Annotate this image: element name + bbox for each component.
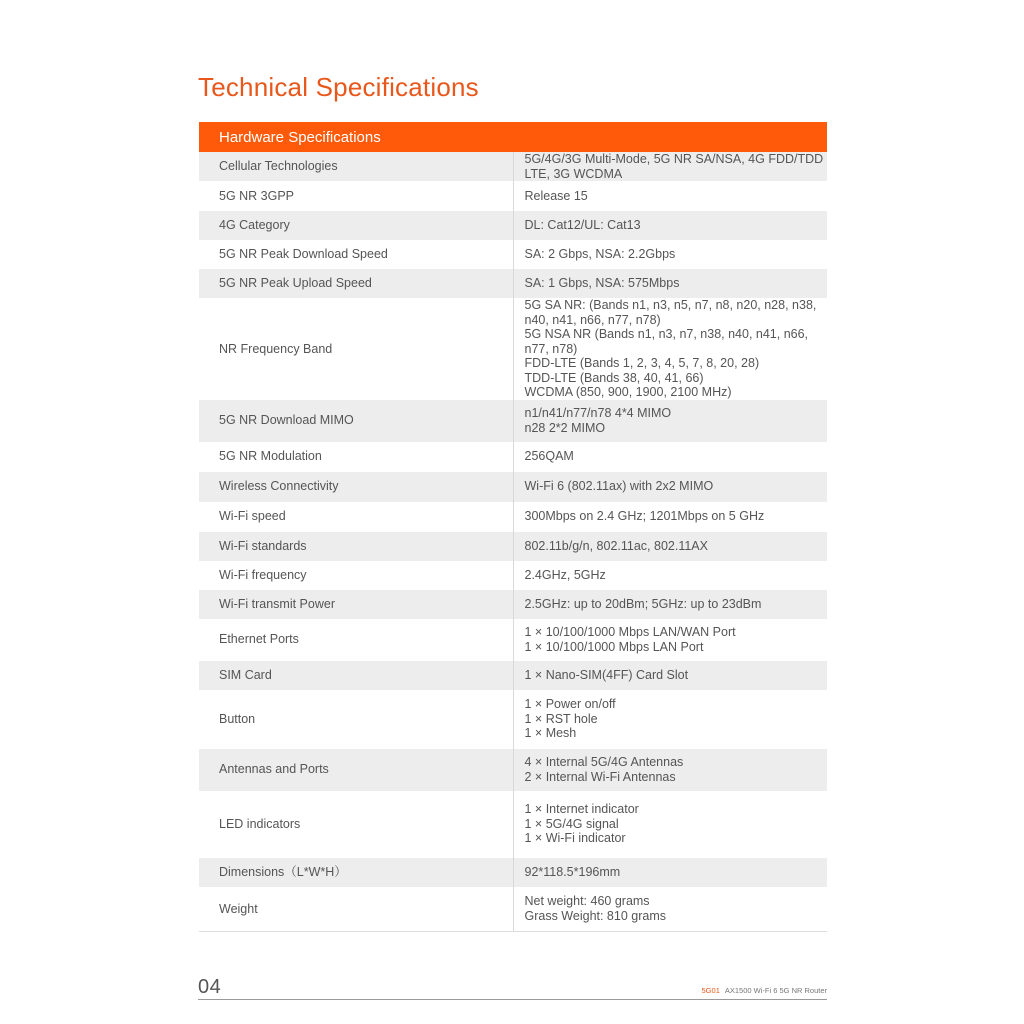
table-row <box>199 269 827 298</box>
spec-label: SIM Card <box>199 661 513 690</box>
page-number: 04 <box>198 976 222 998</box>
footer-product-info <box>702 986 827 995</box>
table-row <box>199 472 827 502</box>
table-row <box>199 400 827 442</box>
page-title: Technical Specifications <box>198 72 479 102</box>
spec-value: 92*118.5*196mm <box>513 858 827 887</box>
spec-value: n1/n41/n77/n78 4*4 MIMO n28 2*2 MIMO <box>513 400 827 442</box>
table-row <box>199 298 827 400</box>
spec-value: 4 × Internal 5G/4G Antennas 2 × Internal Wi-Fi Antennas <box>513 749 827 791</box>
spec-label: NR Frequency Band <box>199 298 513 400</box>
spec-table-header-row <box>199 122 827 152</box>
hardware-spec-table <box>199 122 827 932</box>
table-row <box>199 661 827 690</box>
table-row <box>199 211 827 240</box>
spec-value: Net weight: 460 grams Grass Weight: 810 grams <box>513 887 827 932</box>
spec-label: LED indicators <box>199 791 513 858</box>
table-row <box>199 502 827 532</box>
spec-value: Release 15 <box>524 188 588 203</box>
spec-label: Dimensions（L*W*H） <box>199 858 513 887</box>
spec-value: DL: Cat12/UL: Cat13 <box>513 211 827 240</box>
footer-divider <box>198 999 827 1000</box>
spec-label: Weight <box>199 887 513 932</box>
spec-value: 5G SA NR: (Bands n1, n3, n5, n7, n8, n20, n28, n38, n40, n41, n66, n77, n78) 5G NSA NR (Bands n1, n3, n7, n38, n40, n41, n66, n77, n78) FDD-LTE (Bands 1, 2, 3, 4, 5, 7, 8, 20, 28) TDD-LTE (Bands 38, 40, 41, 66) WCDMA (850, 900, 1900, 2100 MHz) <box>524 298 817 399</box>
spec-label: Wi-Fi speed <box>199 502 513 532</box>
spec-table-body <box>199 152 827 932</box>
spec-label: Antennas and Ports <box>199 749 513 791</box>
spec-value: SA: 2 Gbps, NSA: 2.2Gbps <box>524 247 676 262</box>
table-row <box>199 749 827 791</box>
table-row <box>199 442 827 472</box>
table-row <box>199 561 827 590</box>
table-row <box>199 791 827 858</box>
spec-label: Wi-Fi frequency <box>199 561 513 590</box>
spec-value: 256QAM <box>524 449 574 464</box>
spec-label: Ethernet Ports <box>199 619 513 661</box>
table-row <box>199 858 827 887</box>
spec-label: Wireless Connectivity <box>199 472 513 502</box>
table-row <box>199 181 827 211</box>
spec-label: 5G NR Peak Upload Speed <box>199 269 513 298</box>
spec-label: 5G NR Download MIMO <box>199 400 513 442</box>
spec-label: Cellular Technologies <box>199 152 513 181</box>
spec-label: Button <box>199 690 513 749</box>
spec-value: 1 × 10/100/1000 Mbps LAN/WAN Port 1 × 10/100/1000 Mbps LAN Port <box>524 625 736 654</box>
table-row <box>199 887 827 932</box>
spec-value: 1 × Power on/off 1 × RST hole 1 × Mesh <box>524 697 616 741</box>
spec-label: 5G NR Modulation <box>199 442 513 472</box>
spec-value: 300Mbps on 2.4 GHz; 1201Mbps on 5 GHz <box>524 509 765 524</box>
spec-label: 4G Category <box>199 211 513 240</box>
footer-model: 5G01 <box>701 986 720 995</box>
table-row <box>199 690 827 749</box>
table-row <box>199 619 827 661</box>
spec-table-header: Hardware Specifications <box>199 122 827 152</box>
spec-label: Wi-Fi standards <box>199 532 513 561</box>
table-row <box>199 240 827 269</box>
footer-product-name: AX1500 Wi-Fi 6 5G NR Router <box>724 986 827 995</box>
spec-value: SA: 1 Gbps, NSA: 575Mbps <box>513 269 827 298</box>
spec-label: 5G NR 3GPP <box>199 181 513 211</box>
spec-label: 5G NR Peak Download Speed <box>199 240 513 269</box>
table-row <box>199 590 827 619</box>
spec-label: Wi-Fi transmit Power <box>199 590 513 619</box>
spec-value: 2.5GHz: up to 20dBm; 5GHz: up to 23dBm <box>513 590 827 619</box>
table-row <box>199 152 827 181</box>
spec-value: 5G/4G/3G Multi-Mode, 5G NR SA/NSA, 4G FDD/TDD LTE, 3G WCDMA <box>513 152 827 181</box>
spec-value: 1 × Nano-SIM(4FF) Card Slot <box>513 661 827 690</box>
spec-value: 802.11b/g/n, 802.11ac, 802.11AX <box>513 532 827 561</box>
spec-value: 1 × Internet indicator 1 × 5G/4G signal 1 × Wi-Fi indicator <box>524 802 639 846</box>
spec-value: 2.4GHz, 5GHz <box>524 567 606 582</box>
spec-value: Wi-Fi 6 (802.11ax) with 2x2 MIMO <box>513 472 827 502</box>
table-row <box>199 532 827 561</box>
